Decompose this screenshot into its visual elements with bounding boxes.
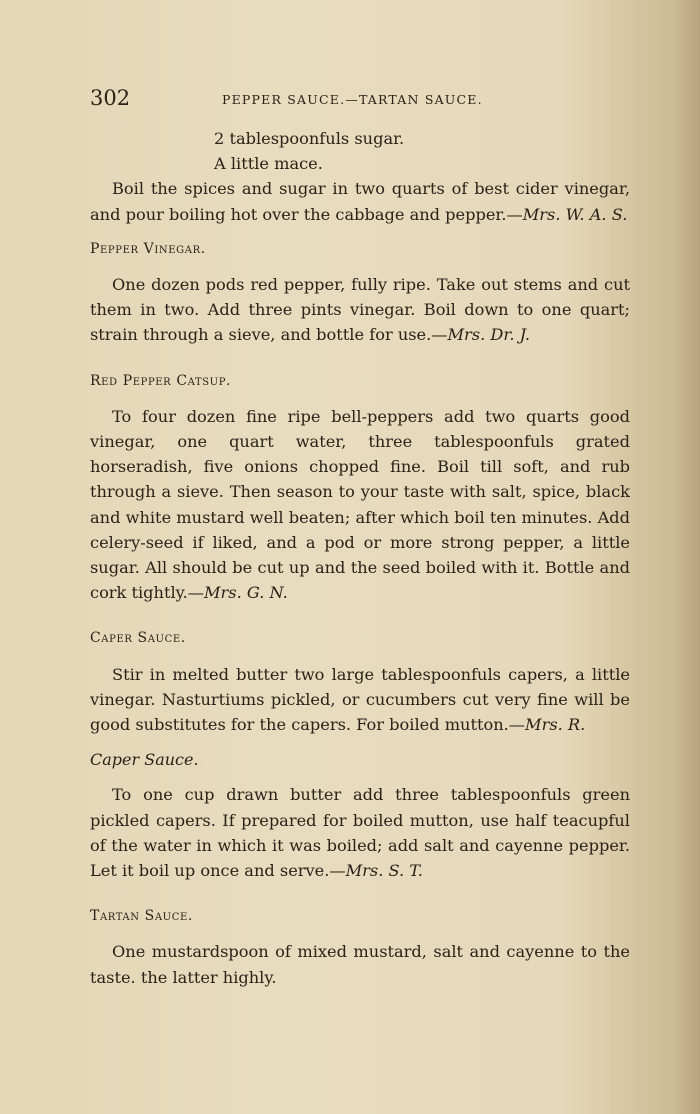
intro-signature: Mrs. W. A. S. [522,204,628,224]
recipe-text-pepper-vinegar [90,272,630,348]
running-title: PEPPER SAUCE.—TARTAN SAUCE. [222,92,483,107]
recipe-signature: Mrs. G. N. [203,583,288,603]
recipe-signature: Mrs. S. T. [345,861,423,881]
page-number: 302 [90,86,131,110]
recipe-heading-caper-sauce-alt: Caper Sauce. [90,750,199,770]
ingredient-line: 2 tablespoonfuls sugar. [214,129,405,148]
recipe-body: Stir in melted butter two large tablespoonfuls capers, a little vinegar. Nasturtiums pickled, or cucumbers cut very fine will be good substitutes for the capers. For boiled mutton.— [90,664,630,735]
recipe-text-red-pepper-catsup [90,404,630,606]
recipe-body: To four dozen fine ripe bell-peppers add two quarts good vinegar, one quart water, three tablespoonfuls grated horseradish, five onions chopped fine. Boil till soft, and rub through a sieve. Then season to your taste with salt, spice, black and white mustard well beaten; after which boil ten minutes. Add celery-seed if liked, and a pod or more strong pepper, a little sugar. All should be cut up and the seed boiled with it. Bottle and cork tightly.— [90,406,630,603]
recipe-heading-caper-sauce: Caper Sauce. [90,630,186,647]
recipe-text-caper-sauce [90,662,630,738]
recipe-body: One dozen pods red pepper, fully ripe. Take out stems and cut them in two. Add three pints vinegar. Boil down to one quart; strain through a sieve, and bottle for use.— [90,275,630,345]
intro-paragraph [90,176,630,226]
recipe-signature: Mrs. R. [525,715,586,735]
recipe-text-tartan-sauce: One mustardspoon of mixed mustard, salt and cayenne to the taste. the latter highly. [90,942,630,987]
ingredient-line: A little mace. [214,154,323,174]
intro-text: Boil the spices and sugar in two quarts of best cider vinegar, and pour boiling hot over the cabbage and pepper.— [90,179,630,224]
recipe-heading-tartan-sauce: Tartan Sauce. [90,908,193,925]
recipe-body: To one cup drawn butter add three tablespoonfuls green pickled capers. If prepared for boiled mutton, use half teacupful of the water in which it was boiled; add salt and cayenne pepper. Let it boil up once and serve.— [90,785,630,881]
recipe-text-caper-sauce-alt [90,782,630,883]
recipe-heading-red-pepper-catsup: Red Pepper Catsup. [90,372,232,389]
recipe-signature: Mrs. Dr. J. [447,325,530,345]
running-head [90,86,630,110]
page-content [90,126,630,990]
recipe-heading-pepper-vinegar: Pepper Vinegar. [90,240,206,257]
